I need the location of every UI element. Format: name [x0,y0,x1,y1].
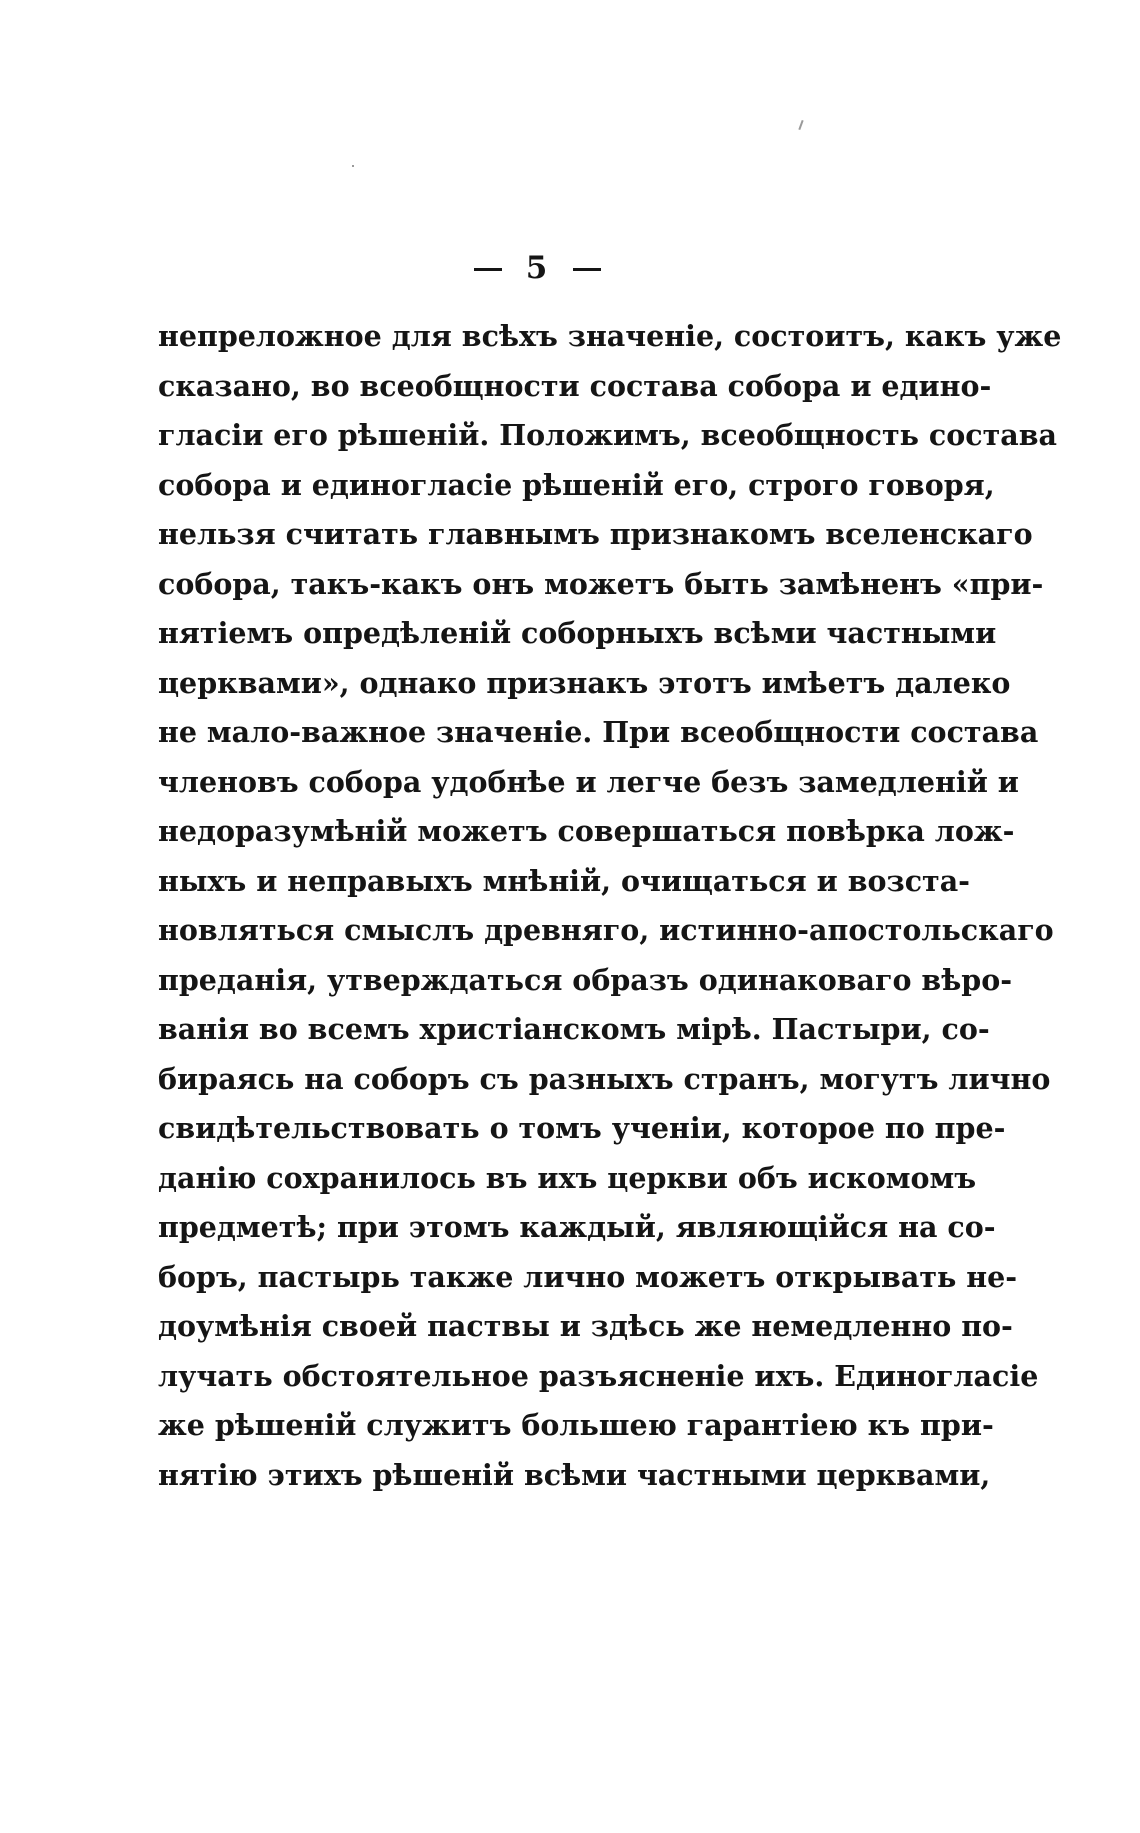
text-line: нятію этихъ рѣшеній всѣми частными церквами, [158,1457,991,1492]
text-line: свидѣтельствовать о томъ ученіи, которое по пре- [158,1111,1006,1145]
text-line: предметѣ; при этомъ каждый, являющійся на со- [158,1210,996,1244]
text-line: доумѣнія своей паствы и здѣсь же немедленно по- [158,1309,1013,1343]
text-line: собора и единогласіе рѣшеній его, строго говоря, [158,467,995,502]
body-text [158,312,1062,1500]
text-line: бираясь на соборъ съ разныхъ странъ, могутъ лично [158,1061,1051,1096]
scan-mark [352,165,354,167]
page-number: 5 [525,250,550,286]
text-line: боръ, пастырь также лично можетъ открывать не- [158,1259,1018,1294]
text-line: данію сохранилось въ ихъ церкви объ искомомъ [158,1160,977,1195]
text-line: новляться смыслъ древняго, истинно-апостольскаго [158,913,1054,947]
page-number-header [0,248,1075,288]
text-line: преданія, утверждаться образъ одинаковаго вѣро- [158,962,1013,997]
text-line: ванія во всемъ христіанскомъ мірѣ. Пастыри, со- [158,1012,990,1046]
text-line: недоразумѣній можетъ совершаться повѣрка лож- [158,814,1015,848]
text-line: нельзя считать главнымъ признакомъ вселенскаго [158,517,1033,551]
scan-mark [798,120,803,130]
dash-left [474,268,502,271]
text-line: непреложное для всѣхъ значеніе, состоитъ, какъ уже [158,319,1062,353]
text-line: нятіемъ опредѣленій соборныхъ всѣми частными [158,616,997,650]
text-line: собора, такъ-какъ онъ можетъ быть замѣненъ «при- [158,566,1044,601]
text-line: членовъ собора удобнѣе и легче безъ замедленій и [158,764,1019,799]
text-line: же рѣшеній служитъ большею гарантіею къ при- [158,1408,994,1442]
dash-right [573,268,601,271]
text-line: ныхъ и неправыхъ мнѣній, очищаться и возста- [158,863,970,898]
text-line: сказано, во всеобщности состава собора и едино- [158,368,992,403]
text-line: не мало-важное значеніе. При всеобщности состава [158,715,1039,749]
text-line: лучать обстоятельное разъясненіе ихъ. Единогласіе [158,1358,1039,1393]
text-line: церквами», однако признакъ этотъ имѣетъ далеко [158,665,1011,700]
text-line: гласіи его рѣшеній. Положимъ, всеобщность состава [158,418,1058,452]
